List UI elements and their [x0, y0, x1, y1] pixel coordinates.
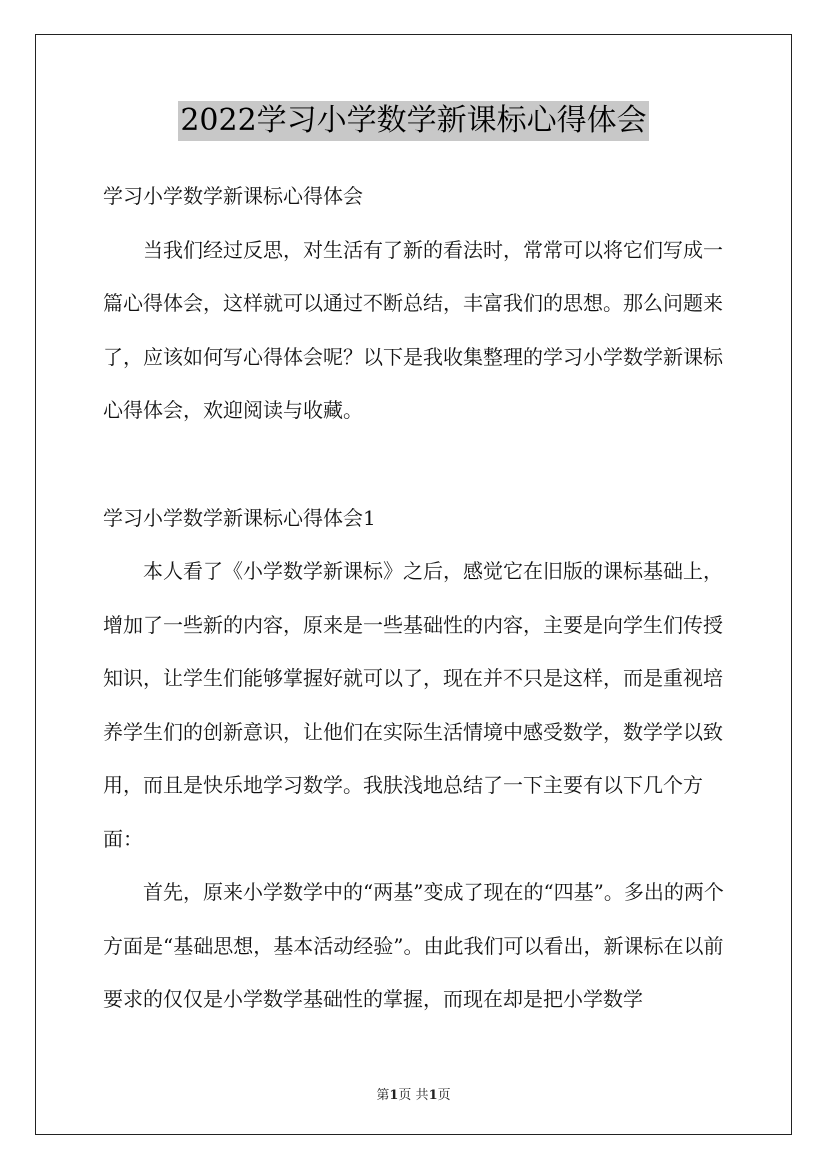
page-footer [0, 1084, 827, 1103]
section-heading: 学习小学数学新课标心得体会 [103, 184, 363, 208]
body-paragraph-2: 首先，原来小学数学中的“两基”变成了现在的“四基”。多出的两个方面是“基础思想，基本活动经验”。由此我们可以看出，新课标在以前要求的仅仅是小学数学基础性的掌握，而现在却是把小学数学 [103, 880, 724, 1011]
footer-total-pages: 1 [428, 1088, 438, 1103]
footer-prefix: 第 [376, 1088, 390, 1103]
document-title [0, 100, 827, 141]
document-body [103, 170, 733, 1027]
intro-paragraph: 当我们经过反思，对生活有了新的看法时，常常可以将它们写成一篇心得体会，这样就可以通过不断总结，丰富我们的思想。那么问题来了，应该如何写心得体会呢？以下是我收集整理的学习小学数学新课标心得体会，欢迎阅读与收藏。 [103, 237, 723, 422]
body-paragraph-1: 本人看了《小学数学新课标》之后，感觉它在旧版的课标基础上，增加了一些新的内容，原来是一些基础性的内容，主要是向学生们传授知识，让学生们能够掌握好就可以了，现在并不只是这样，而是重视培养学生们的创新意识，让他们在实际生活情境中感受数学，数学学以致用，而且是快乐地学习数学。我肤浅地总结了一下主要有以下几个方面： [103, 559, 723, 851]
document-title-text: 2022学习小学数学新课标心得体会 [178, 101, 648, 141]
paragraph-gap [103, 438, 733, 492]
section-heading-1: 学习小学数学新课标心得体会1 [103, 505, 376, 530]
footer-page-number: 1 [389, 1088, 399, 1103]
footer-suffix: 页 [437, 1088, 451, 1103]
footer-mid: 页 共 [398, 1088, 429, 1103]
